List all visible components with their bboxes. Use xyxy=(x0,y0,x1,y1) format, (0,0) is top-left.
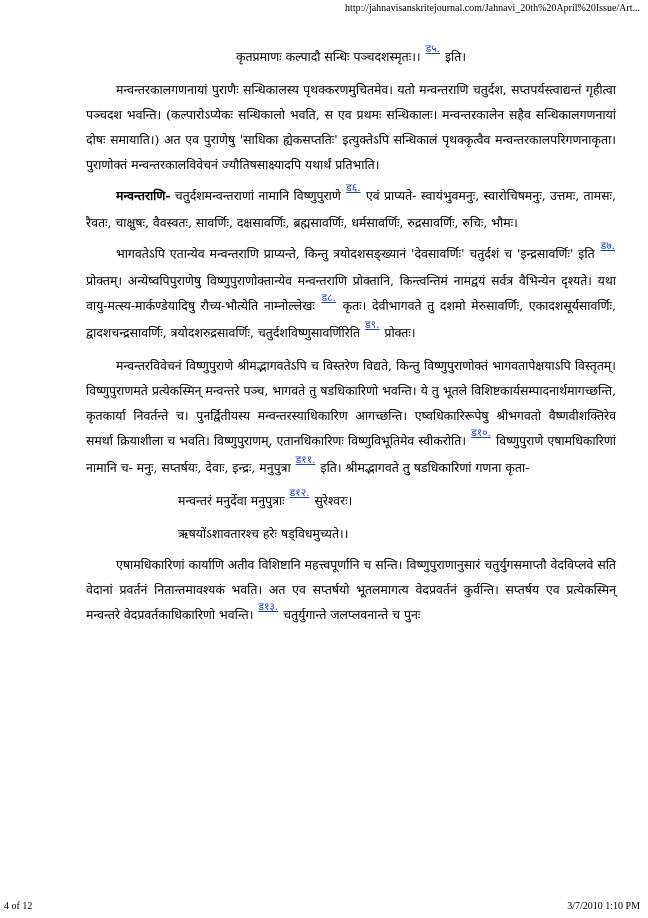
verse-text: मन्वन्तरं मनुर्देवा मनुपुत्राः xyxy=(178,493,285,508)
footnote-link-5[interactable]: ड५. xyxy=(425,43,441,55)
paragraph-text: प्रोक्तम्। अन्येष्वपिपुराणेषु विष्णुपुराणोक्तान्येव मन्वन्तराणि प्रोक्तानि, किन्त्वन्तिमं नामद्वयं सर्वत्र वैभिन्येन दृश्यते। यथा वायु-मत्स्य-मार्कण्डेयादिषु रौच्य-भौत्येति नाम्नोल्लेखः xyxy=(86,273,616,313)
footnote-link-7[interactable]: ड७. xyxy=(600,240,615,252)
footnote-link-6[interactable]: ड६. xyxy=(346,182,361,194)
paragraph-text: चतुर्युगान्ते जलप्लवनान्ते च पुनः xyxy=(283,607,421,622)
paragraph-text: भागवतेऽपि एतान्येव मन्वन्तराणि प्राप्यन्ते, किन्तु त्रयोदशसङ्ख्यानं 'देवसावर्णिः' चतुर्दशं च 'इन्द्रसावर्णिः' इति xyxy=(116,246,595,261)
footnote-link-13[interactable]: ड१३. xyxy=(258,601,279,613)
paragraph-text: कृतः। देवीभागवते तु दशमो मेरुसावर्णिः, एकादशसूर्यसावर्णिः, द्वादशचन्द्रसावर्णिः, त्रयोदशरुद्रसावर्णिः, चतुर्दशविष्णुसावर्णिरिति xyxy=(86,298,616,340)
paragraph-text: मन्वन्तरविवेचनं विष्णुपुराणे श्रीमद्भागवतेऽपि च विस्तरेण विद्यते, किन्तु विष्णुपुराणोक्तं भागवतापेक्षयाऽपि विस्तृतम्। विष्णुपुराणमते प्रत्येकस्मिन् मन्वन्तरे पञ्च, भागवते तु षडधिकारिणो भवन्ति। ये तु भूतले विशिष्टकार्यसम्पादनार्थमागच्छन्ति, कृतकार्या निवर्तन्ते च। पुनर्द्वितीयस्य मन्वन्तरस्याधिकारिण आगच्छन्ति। एष्वधिकारिरूपेषु श्रीभगवतो वैष्णवीशक्तिरेव समर्था क्रियाशीला च भवति। विष्णुपुराणम्, एतानधिकारिणः विष्णुविभूतिमेव स्वीकरोति। xyxy=(86,358,616,448)
paragraph-sandhi-kala: मन्वन्तरकालगणनायां पुराणैः सन्धिकालस्य पृथक्करणमुचितमेव। यतो मन्वन्तराणि चतुर्दश, सप्तपर्यस्त्वाद्यन्तं गृहीत्वा पञ्चदश भवन्ति। (कल्पारोऽप्येकः सन्धिकालो भवति, स एव प्रथमः सन्धिकालः। मन्वन्तरकालेन सहैव सन्धिकालगणनायां दोषः समायाति।) अत एव पुराणेषु 'साधिका ह्येकसप्ततिः' इत्युक्तेऽपि सन्धिकालं पृथक्कृत्वैव मन्वन्तरकालपरिगणनाकृता। पुराणोक्तं मन्वन्तरकालविवेचनं ज्यौतिषसाक्ष्यादपि यथार्थं प्रतिभाति। xyxy=(86,82,616,172)
paragraph-text: इति। श्रीमद्भागवते तु षडधिकारिणां गणना कृता- xyxy=(320,460,530,475)
paragraph-text: चतुर्दशमन्वन्तराणां नामानि विष्णुपुराणे xyxy=(174,188,341,203)
footnote-link-10[interactable]: ड१०. xyxy=(471,427,491,439)
print-datetime: 3/7/2010 1:10 PM xyxy=(567,901,640,912)
verse-line-intro xyxy=(86,44,616,71)
paragraph-text: प्रोक्तः। xyxy=(384,325,416,340)
paragraph-text: एषामधिकारिणां कार्याणि अतीव विशिष्टानि महत्त्वपूर्णानि च सन्ति। विष्णुपुराणानुसारं चतुर्युगसमाप्तौ वेदविप्लवे सति वेदानां प्रवर्तनं नितान्तमावश्यकं भवति। अत एव सप्तर्षयो भूतलमागत्य वेदप्रवर्तनं कुर्वन्ति। सप्तर्षय एव प्रत्येकस्मिन् मन्वन्तरे वेदप्रवर्तकाधिकारिणो भवन्ति। xyxy=(86,557,616,622)
verse-text: कृतप्रमाणः कल्पादौ सन्धिः पञ्चदशस्मृतः।। xyxy=(235,49,421,64)
verse-text: सुरेश्वरः। xyxy=(314,493,353,508)
footnote-link-8[interactable]: ड८. xyxy=(321,292,336,304)
footnote-link-9[interactable]: ड९. xyxy=(365,319,380,331)
verse-line-2: ऋषयोंऽशावतारश्च हरेः षड्विधमुच्यते।। xyxy=(178,526,349,541)
paragraph-text: विष्णुपुराणे एषामधिकारिणां नामानि च- मनुः, सप्तर्षयः, देवाः, इन्द्रः, मनुपुत्रा xyxy=(86,433,617,475)
footnote-link-11[interactable]: ड११. xyxy=(295,454,316,466)
verse-line-1 xyxy=(86,488,616,515)
footnote-link-12[interactable]: ड१२. xyxy=(289,487,310,499)
page-number: 4 of 12 xyxy=(4,901,33,912)
paragraph-saptarshi xyxy=(86,552,616,629)
verse-end: इति। xyxy=(444,49,467,64)
article-body xyxy=(86,44,616,635)
paragraph-adhikarinah xyxy=(86,353,616,482)
paragraph-manvantara-names xyxy=(86,183,616,235)
paragraph-bhagavata xyxy=(86,241,616,347)
paragraph-text: एवं प्राप्यते- स्वायंभुवमनुः, स्वारोचिषमनुः, उत्तमः, तामसः, रैवतः, चाक्षुषः, वैवस्वतः, सावर्णिः, दक्षसावर्णिः, ब्रह्मसावर्णिः, धर्मसावर्णिः, रुद्रसावर्णिः, रुचिः, भौमः। xyxy=(86,188,616,230)
page-url-header: http://jahnavisanskritejournal.com/Jahnavi_20th%20April%20Issue/Art... xyxy=(345,3,640,14)
section-heading-manvantarani: मन्वन्तराणि- xyxy=(116,188,171,203)
